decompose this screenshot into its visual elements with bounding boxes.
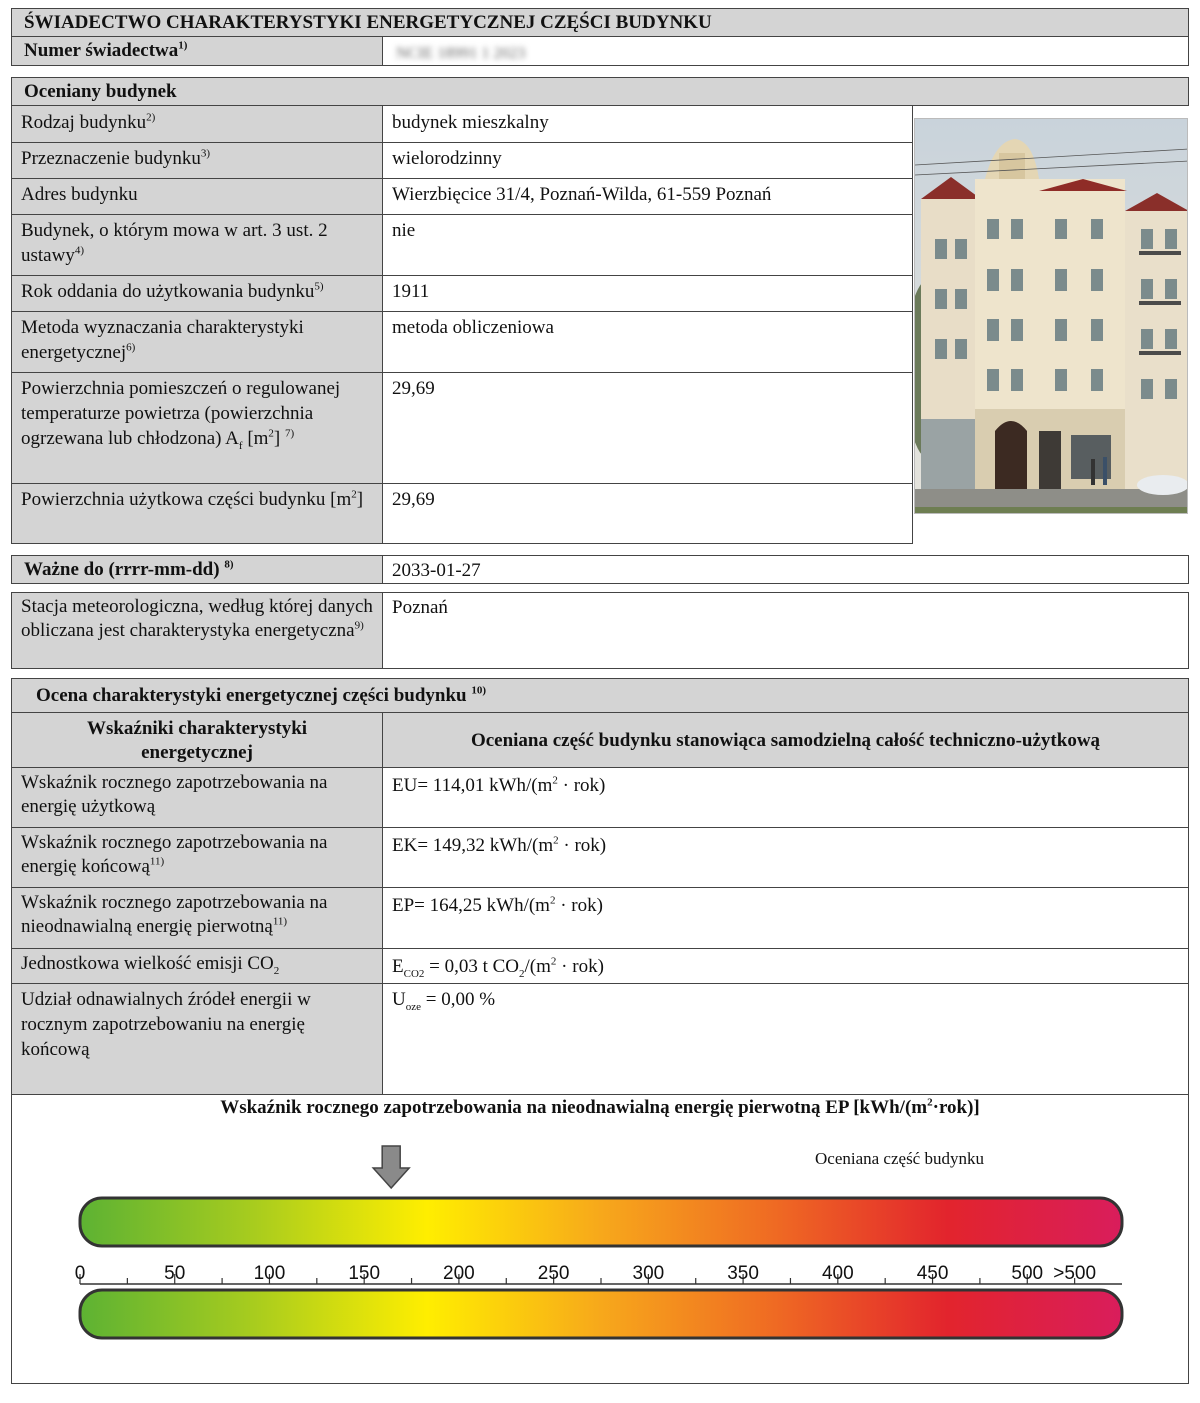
building-year-label: Rok oddania do użytkowania budynku$^{5)}$	[21, 280, 324, 302]
ep-scale-tick-label: 50	[164, 1263, 186, 1284]
building-usable-area-value: 29,69	[392, 489, 435, 510]
ep-scale-tick-label: 350	[727, 1263, 759, 1284]
weather-station-label: Stacja meteorologiczna, według której danych obliczana jest charakterystyka energetyczna$^{9)}$	[21, 596, 373, 641]
ep-scale-bar-top	[80, 1198, 1122, 1246]
building-purpose-label: Przeznaczenie budynku$^{3)}$	[21, 147, 211, 169]
ek-value: EK= 149,32 kWh/$(m^2 \cdot rok)$	[392, 834, 607, 856]
eu-label: Wskaźnik rocznego zapotrzebowania na energię użytkową	[21, 772, 328, 817]
ep-scale-tick-label: 250	[537, 1263, 570, 1284]
ek-label: Wskaźnik rocznego zapotrzebowania na energię końcową$^{11)}$	[21, 832, 328, 877]
ep-label: Wskaźnik rocznego zapotrzebowania na nieodnawialną energię pierwotną$^{11)}$	[21, 892, 328, 937]
ep-scale-tick-label: 0	[74, 1263, 86, 1284]
ep-marker-label: Oceniana część budynku	[815, 1149, 984, 1168]
ep-scale-tick-label: 300	[632, 1263, 665, 1284]
co2-label: Jednostkowa wielkość emisji $CO_2$	[21, 953, 280, 977]
ep-scale-tick-label: >500	[1053, 1263, 1097, 1284]
col-indicators-header: Wskaźniki charakterystyki energetycznej	[86, 718, 308, 763]
building-address-label: Adres budynku	[21, 184, 138, 205]
ep-scale-tick-label: 200	[443, 1263, 475, 1284]
weather-station-value: Poznań	[392, 597, 448, 618]
certificate-title: ŚWIADECTWO CHARAKTERYSTYKI ENERGETYCZNEJ CZĘŚCI BUDYNKU	[24, 12, 712, 33]
valid-until-value: 2033-01-27	[392, 560, 481, 581]
co2-value: $E_{CO2} = 0,03$ t $CO_2/(m^2 \cdot rok)$	[392, 955, 604, 980]
col-assessed-part-header: Oceniana część budynku stanowiąca samodzielną całość techniczno-użytkową	[470, 730, 1101, 751]
building-section-title: Oceniany budynek	[24, 81, 177, 102]
ep-scale-tick-label: 400	[821, 1263, 854, 1284]
ep-scale-title: Wskaźnik rocznego zapotrzebowania na nieodnawialną energię pierwotną EP $[kWh/(m^2\cdot rok)]$	[220, 1096, 980, 1118]
assessment-title: Ocena charakterystyki energetycznej części budynku $^{10)}$	[36, 684, 487, 706]
building-address-value: Wierzbięcice 31/4, Poznań-Wilda, 61-559 Poznań	[392, 184, 772, 205]
building-heated-area-label: Powierzchnia pomieszczeń o regulowanej temperaturze powietrza (powierzchnia ogrzewana lub chłodzona) $A_f$ $[m^2]$ $^{7)}$	[21, 378, 341, 452]
renewable-share-value: $U_{oze} = 0,00$ %	[392, 989, 496, 1013]
certificate-number-label: Numer świadectwa$^{1)}$	[24, 39, 188, 61]
valid-until-label: Ważne do (rrrr-mm-dd) $^{8)}$	[24, 558, 234, 580]
building-method-value: metoda obliczeniowa	[392, 317, 554, 338]
ep-scale-tick-label: 150	[348, 1263, 381, 1284]
ep-scale-tick-label: 450	[916, 1263, 949, 1284]
building-art3-value: nie	[392, 220, 416, 241]
building-heated-area-value: 29,69	[392, 378, 435, 399]
ep-value: EP= 164,25 kWh/$(m^2 \cdot rok)$	[392, 894, 603, 916]
building-purpose-value: wielorodzinny	[392, 148, 502, 169]
eu-value: EU= 114,01 kWh/$(m^2 \cdot rok)$	[392, 774, 606, 796]
ep-marker-arrow-icon	[373, 1146, 409, 1188]
building-type-value: budynek mieszkalny	[392, 112, 549, 133]
ep-scale-bar-bottom	[80, 1290, 1122, 1338]
building-usable-area-label: Powierzchnia użytkowa części budynku $[m^2]$	[21, 488, 364, 510]
ep-scale-tick-label: 500	[1011, 1263, 1044, 1284]
building-method-label: Metoda wyznaczania charakterystyki energetycznej$^{6)}$	[21, 317, 304, 363]
building-type-label: Rodzaj budynku$^{2)}$	[21, 111, 156, 133]
renewable-share-label: Udział odnawialnych źródeł energii w rocznym zapotrzebowaniu na energię końcową	[21, 989, 311, 1060]
certificate-number-value: NCIE 18991 1 2023	[396, 45, 526, 62]
ep-scale-tick-label: 100	[253, 1263, 286, 1284]
building-art3-label: Budynek, o którym mowa w art. 3 ust. 2 ustawy$^{4)}$	[21, 220, 328, 266]
building-year-value: 1911	[392, 281, 430, 302]
